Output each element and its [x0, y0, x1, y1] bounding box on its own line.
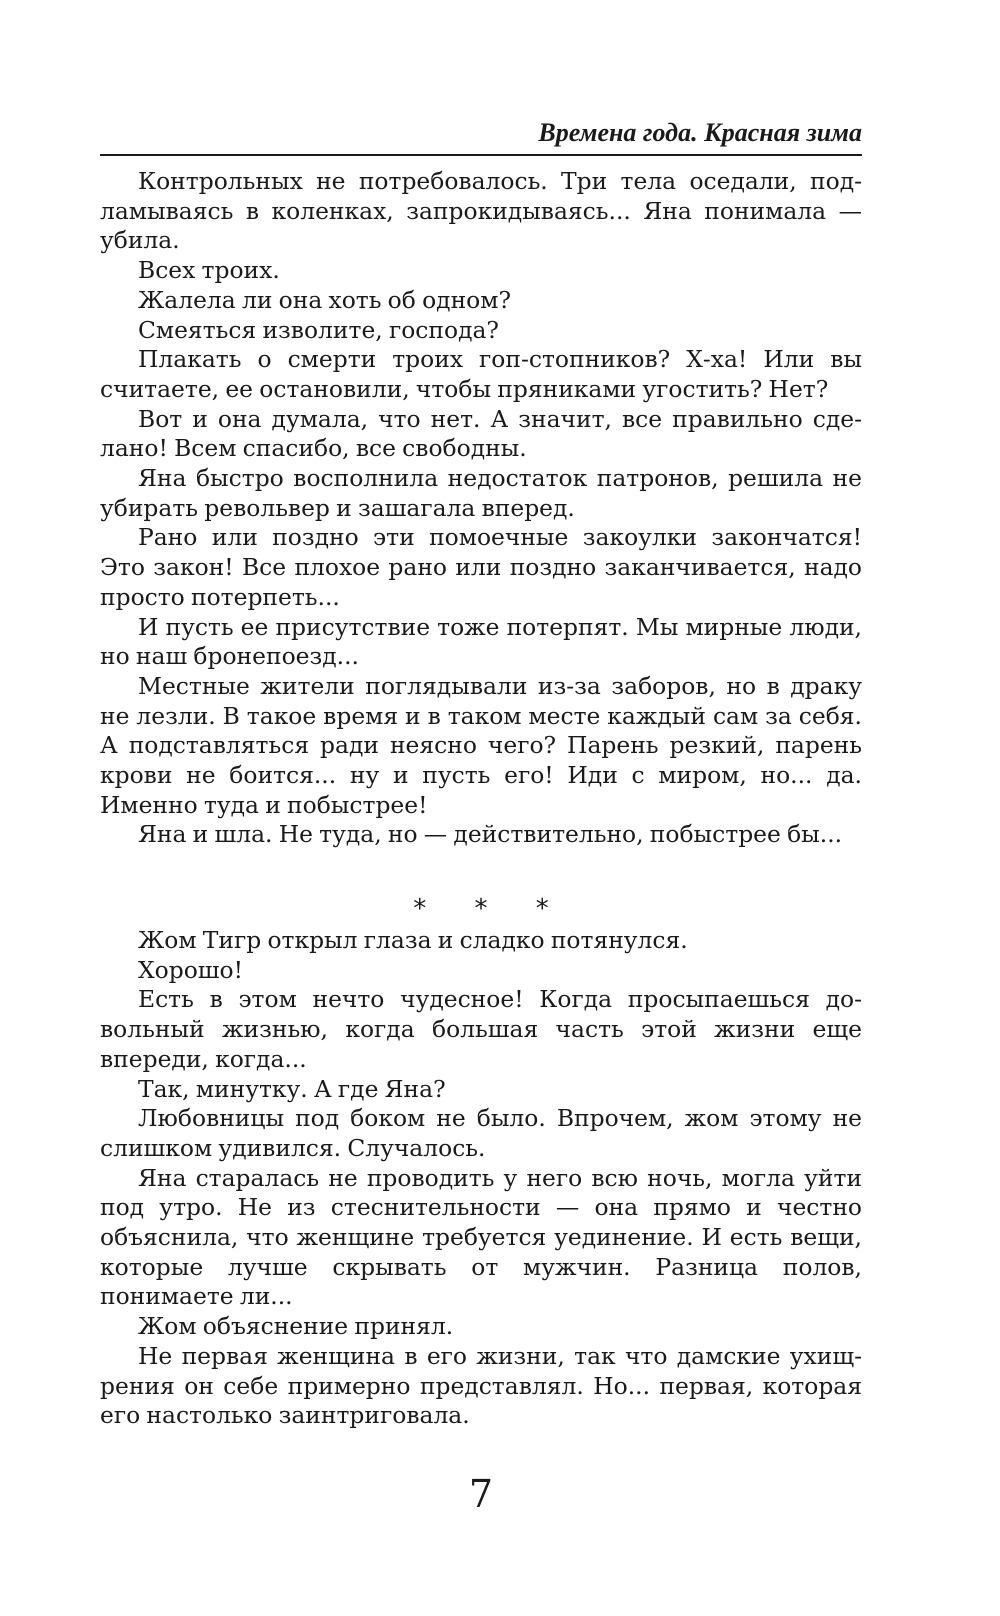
- paragraph: Яна старалась не проводить у него всю ночь, могла уйти под утро. Не из стеснительности — она прямо и честно объяснила, что женщине требуется уединение. И есть вещи, которые лучше скрывать от мужчин. Разница полов, понимаете ли...: [100, 1163, 862, 1311]
- paragraph: Рано или поздно эти помоечные закоулки закончатся! Это закон! Все плохое рано или поздно заканчивается, надо просто потерпеть...: [100, 523, 862, 611]
- paragraph: Хорошо!: [138, 955, 244, 984]
- paragraph: И пусть ее присутствие тоже потерпят. Мы мирные люди, но наш бронепоезд...: [100, 612, 862, 671]
- paragraph: Не первая женщина в его жизни, так что дамские ухищрения он себе примерно представлял. Но... первая, которая его настолько заинтриговала.: [100, 1341, 862, 1430]
- header-rule: [100, 154, 862, 156]
- paragraph: Так, минутку. А где Яна?: [138, 1074, 446, 1103]
- section-separator: * * *: [413, 894, 569, 924]
- paragraph: Жом объяснение принял.: [138, 1312, 454, 1341]
- paragraph: Яна быстро восполнила недостаток патронов, решила не убирать револьвер и зашагала вперед.: [100, 464, 862, 522]
- paragraph: Всех троих.: [138, 256, 280, 285]
- text-section-2: [100, 926, 862, 1431]
- paragraph: Местные жители поглядывали из-за заборов, но в драку не лезли. В такое время и в таком месте каждый сам за себя. А подставляться ради неясно чего? Парень резкий, парень крови не боится... ну и пусть его! Иди с миром, но... да. Именно туда и побыстрее!: [100, 671, 862, 819]
- running-title: Времена года. Красная зима: [538, 118, 862, 147]
- text-section-1: [100, 167, 862, 850]
- paragraph: Жалела ли она хоть об одном?: [138, 285, 511, 314]
- paragraph: Жом Тигр открыл глаза и сладко потянулся.: [138, 926, 688, 954]
- paragraph: Смеяться изволите, господа?: [138, 315, 499, 344]
- page-number: 7: [468, 1472, 494, 1516]
- paragraph: Контрольных не потребовалось. Три тела оседали, подламываясь в коленках, запрокидываясь... Яна понимала — убила.: [100, 167, 862, 255]
- paragraph: Есть в этом нечто чудесное! Когда просыпаешься довольный жизнью, когда большая часть этой жизни еще впереди, когда...: [100, 985, 862, 1073]
- paragraph: Вот и она думала, что нет. А значит, все правильно сделано! Всем спасибо, все свободны.: [100, 404, 862, 463]
- paragraph: Любовницы под боком не было. Впрочем, жом этому не слишком удивился. Случалось.: [100, 1104, 862, 1162]
- paragraph: Яна и шла. Не туда, но — действительно, побыстрее бы...: [138, 820, 843, 849]
- paragraph: Плакать о смерти троих гоп-стопников? Х-ха! Или вы считаете, ее остановили, чтобы пряниками угостить? Нет?: [100, 345, 862, 403]
